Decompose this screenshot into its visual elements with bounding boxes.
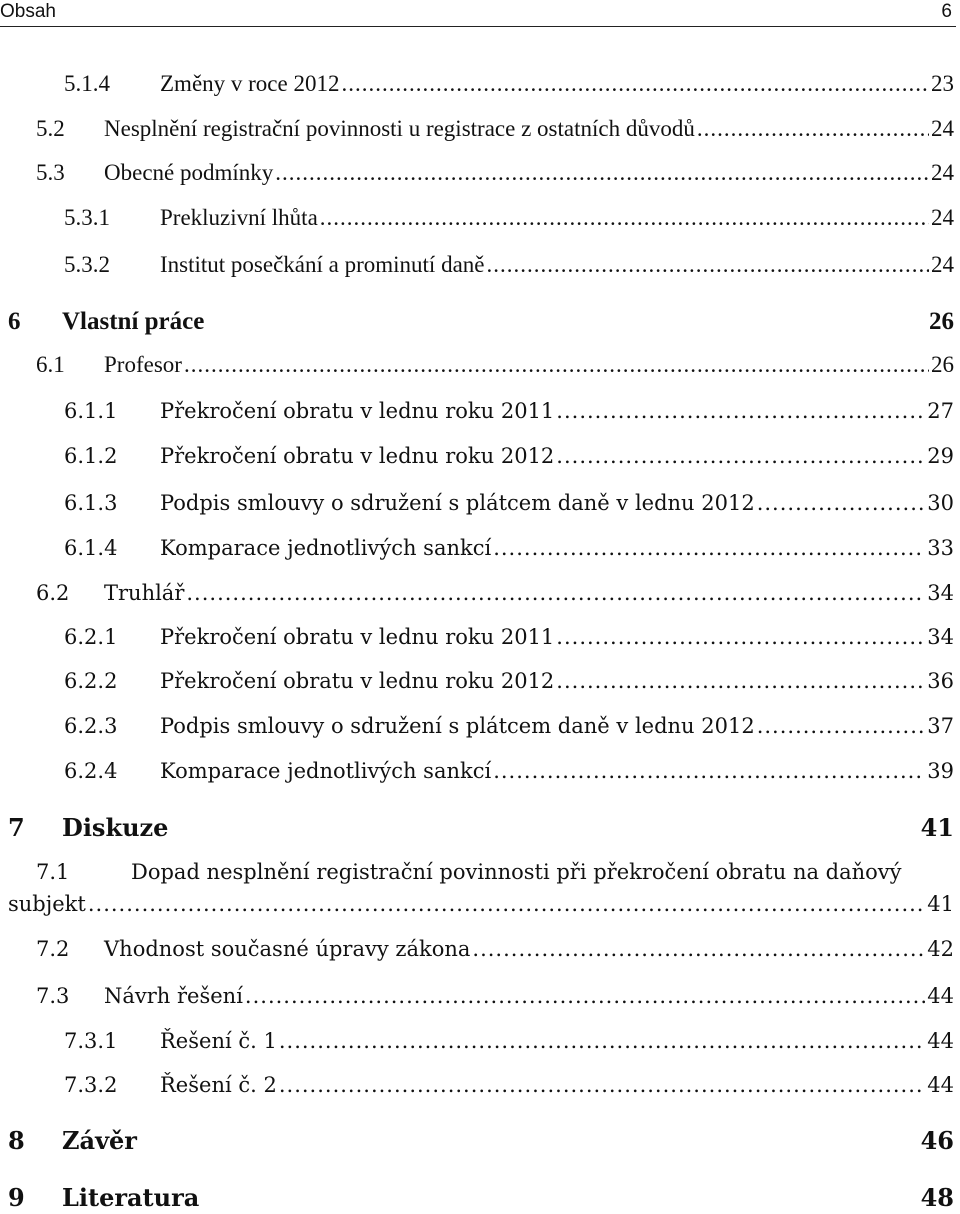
toc-entry-title: Truhlář [104,581,185,605]
toc-entry-page: 39 [927,759,954,783]
toc-entry[interactable] [36,114,954,144]
toc-entry[interactable] [64,711,954,741]
toc-entry[interactable] [64,756,954,786]
toc-chapter-title: Závěr [62,1126,137,1155]
toc-entry-title: Překročení obratu v lednu roku 2012 [160,444,555,468]
toc-entry-title: Vhodnost současné úpravy zákona [104,937,471,961]
toc-chapter-title: Diskuze [62,813,169,842]
toc-entry-title: Komparace jednotlivých sankcí [160,536,492,560]
toc-entry-number: 6.1.1 [64,399,118,423]
toc-entry-title: Institut posečkání a prominutí daně [160,252,485,277]
toc-entry-number: 6.2.1 [64,625,118,649]
toc-entry[interactable] [64,441,954,471]
toc-entry-number: 6.1.4 [64,536,118,560]
toc-entry-number: 7.1 [36,860,70,884]
toc-entry-number: 5.3.2 [64,252,110,277]
toc-entry-number: 7.2 [36,937,70,961]
toc-entry-title: Překročení obratu v lednu roku 2011 [160,625,555,649]
toc-entry[interactable] [36,981,954,1011]
toc-chapter-title: Vlastní práce [62,308,205,335]
toc-chapter-number: 6 [8,308,21,335]
page-header [0,0,956,27]
toc-entry-page: 27 [927,399,954,423]
toc-chapter[interactable] [8,812,954,844]
toc-entry-page: 44 [927,1073,954,1097]
toc-entry-title: Podpis smlouvy o sdružení s plátcem daně v lednu 2012 [160,491,755,515]
header-section-title: Obsah [0,1,56,22]
toc-leader [556,622,925,652]
toc-entry-number: 6.2 [36,581,70,605]
toc-leader [186,578,925,608]
toc-leader [88,888,925,920]
toc-entry[interactable] [64,203,954,233]
toc-entry-number: 6.1.2 [64,444,118,468]
toc-entry-page: 24 [931,252,954,277]
toc-entry-title: Řešení č. 2 [160,1073,277,1097]
toc-entry-title: Profesor [104,352,182,377]
toc-leader [556,441,925,471]
toc-leader [757,711,926,741]
toc-entry-number: 5.1.4 [64,71,110,96]
toc-chapter-page: 48 [920,1183,954,1212]
toc-entry-title: Prekluzivní lhůta [160,205,318,230]
toc-leader [275,158,929,188]
toc-entry-page: 23 [931,71,954,96]
toc-entry-number: 5.3.1 [64,205,110,230]
toc-entry-number: 5.3 [36,160,65,185]
toc-entry-number: 6.2.2 [64,669,118,693]
toc-chapter-page: 46 [920,1126,954,1155]
toc-chapter[interactable] [8,1182,954,1214]
toc-entry[interactable] [64,488,954,518]
toc-entry-page: 37 [927,714,954,738]
toc-chapter-number: 9 [8,1183,25,1212]
toc-leader [279,1026,925,1056]
toc-entry-title: Obecné podmínky [104,160,274,185]
toc-chapter-number: 7 [8,813,25,842]
toc-entry[interactable] [36,934,954,964]
toc-chapter-number: 8 [8,1126,25,1155]
toc-entry-number: 6.1 [36,352,65,377]
toc-entry-number: 6.2.4 [64,759,118,783]
toc-chapter[interactable] [8,306,954,338]
toc-leader [320,203,929,233]
toc-entry-page: 24 [931,160,954,185]
toc-leader [493,756,925,786]
toc-leader [184,350,929,380]
toc-entry-page: 36 [927,669,954,693]
toc-entry[interactable] [64,250,954,280]
toc-entry-title: Návrh řešení [104,984,243,1008]
toc-entry-number: 5.2 [36,116,65,141]
toc-entry-title: Překročení obratu v lednu roku 2011 [160,399,555,423]
toc-entry[interactable] [36,350,954,380]
toc-entry-number: 7.3.1 [64,1029,118,1053]
toc-chapter-title: Literatura [62,1183,200,1212]
toc-entry[interactable] [64,622,954,652]
toc-entry[interactable] [64,396,954,426]
toc-leader [556,396,925,426]
toc-entry-title: Řešení č. 1 [160,1029,277,1053]
header-page-number: 6 [941,1,952,22]
toc-leader [493,533,925,563]
toc-entry-title: Změny v roce 2012 [160,71,340,96]
toc-entry-title: Komparace jednotlivých sankcí [160,759,492,783]
toc-entry[interactable] [64,533,954,563]
toc-entry[interactable] [36,158,954,188]
toc-entry-page: 24 [931,205,954,230]
toc-leader [757,488,926,518]
toc-entry-page: 42 [927,937,954,961]
toc-entry-number: 7.3 [36,984,70,1008]
toc-entry-title: Nesplnění registrační povinnosti u registrace z ostatních důvodů [104,116,695,141]
toc-leader [341,69,929,99]
toc-entry[interactable] [64,1070,954,1100]
toc-leader [279,1070,925,1100]
toc-chapter[interactable] [8,1125,954,1157]
toc-entry-page: 33 [927,536,954,560]
toc-entry[interactable] [64,666,954,696]
toc-entry-page: 34 [927,625,954,649]
toc-leader [697,114,929,144]
toc-entry-page: 41 [927,892,954,916]
toc-entry-title: Podpis smlouvy o sdružení s plátcem daně v lednu 2012 [160,714,755,738]
toc-entry-page: 34 [927,581,954,605]
toc-leader [245,981,925,1011]
toc-entry-page: 29 [927,444,954,468]
toc-leader [472,934,925,964]
toc-leader [556,666,925,696]
toc-entry-number: 6.1.3 [64,491,118,515]
toc-entry[interactable] [8,856,954,920]
toc-entry[interactable] [64,1026,954,1056]
toc-entry-page: 24 [931,116,954,141]
toc-entry-title: Překročení obratu v lednu roku 2012 [160,669,555,693]
toc-chapter-page: 26 [929,308,954,335]
toc-entry[interactable] [64,69,954,99]
toc-entry-title: Dopad nesplnění registrační povinnosti při překročení obratu na daňový [131,860,902,884]
toc-entry-page: 44 [927,1029,954,1053]
toc-entry-page: 30 [927,491,954,515]
toc-entry-number: 6.2.3 [64,714,118,738]
toc-entry-page: 26 [931,352,954,377]
toc-entry-number: 7.3.2 [64,1073,118,1097]
toc-entry-page: 44 [927,984,954,1008]
toc-chapter-page: 41 [920,813,954,842]
toc-leader [486,250,929,280]
toc-entry-title-continued: subjekt [8,892,86,916]
toc-entry[interactable] [36,578,954,608]
